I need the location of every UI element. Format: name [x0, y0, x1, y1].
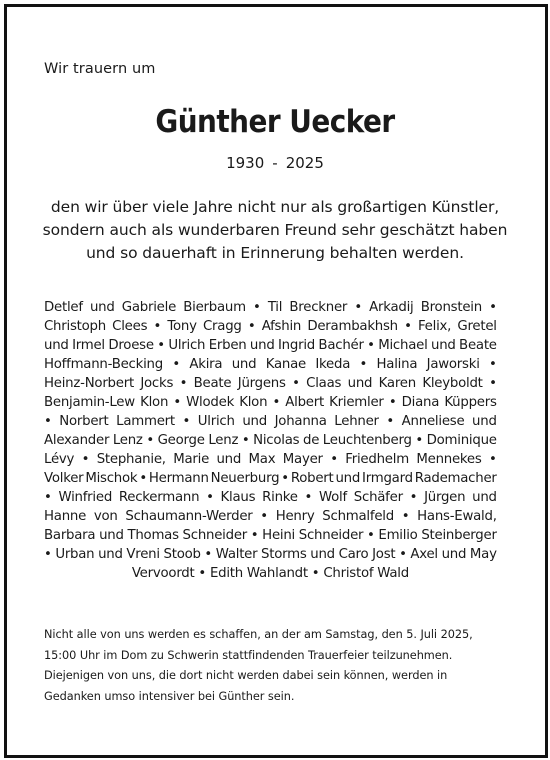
mourner-word: Bachér: [318, 337, 364, 353]
bullet-separator: •: [489, 375, 497, 391]
mourner-word: Storms: [261, 546, 307, 562]
intro-text: Wir trauern um: [44, 61, 156, 77]
bullet-separator: •: [388, 394, 397, 410]
mourner-word: Halina: [376, 356, 418, 372]
mourner-word: Marie: [173, 451, 210, 467]
mourner-word: Schmalfeld: [322, 508, 394, 524]
bullet-separator: •: [173, 394, 181, 410]
bullet-separator: •: [354, 299, 362, 315]
bullet-separator: •: [272, 394, 281, 410]
mourner-word: Barbara: [44, 527, 96, 543]
mourner-line: [44, 431, 497, 450]
mourner-line: [44, 450, 497, 469]
mourner-word: de: [302, 432, 320, 448]
mourner-word: und: [335, 470, 361, 486]
bullet-separator: •: [399, 546, 407, 562]
mourner-word: Nicolas: [253, 432, 300, 448]
mourner-word: Hanne: [44, 508, 87, 524]
mourner-word: Wald: [377, 565, 409, 581]
mourner-word: Irmgard: [362, 470, 413, 486]
mourner-word: Klon: [140, 394, 169, 410]
mourner-line: [44, 374, 497, 393]
mourner-line: [44, 469, 497, 488]
mourner-word: Volker: [44, 470, 84, 486]
mourner-word: Jaworski: [426, 356, 480, 372]
deceased-name: Günther Uecker: [155, 104, 395, 140]
bullet-separator: •: [44, 413, 52, 429]
closing-line: Diejenigen von uns, die dort nicht werden dabei sein können, werden in: [44, 669, 448, 682]
mourner-word: Mennekes: [416, 451, 482, 467]
mourner-word: Gabriele: [121, 299, 177, 315]
mourner-word: Robert: [290, 470, 334, 486]
mourner-word: Heini: [262, 527, 296, 543]
mourner-word: Afshin: [261, 318, 302, 334]
mourner-word: Edith: [209, 565, 244, 581]
mourner-word: Hoffmann-Becking: [44, 356, 163, 372]
bullet-separator: •: [489, 451, 497, 467]
mourner-word: Erben: [208, 337, 247, 353]
mourner-word: Gretel: [457, 318, 497, 334]
closing-line: Gedanken umso intensiver bei Günther sein.: [44, 689, 295, 703]
mourner-word: Schneider: [298, 527, 364, 543]
year-separator: -: [272, 154, 278, 172]
mourner-word: Alexander: [44, 432, 110, 448]
mourner-word: Lammert: [116, 413, 175, 429]
bullet-separator: •: [44, 489, 52, 505]
mourner-word: Dominique: [426, 432, 497, 448]
mourner-word: und: [231, 356, 257, 372]
mourner-word: Beate: [459, 337, 497, 353]
life-dates: [0, 154, 550, 172]
mourner-word: Urban: [55, 546, 95, 562]
mourner-list: [44, 298, 497, 583]
closing-line: 15:00 Uhr im Dom zu Schwerin stattfindenden Trauerfeier teilzunehmen.: [44, 648, 453, 662]
mourner-word: Derambakhsh: [307, 318, 398, 334]
mourner-word: Walter: [215, 546, 258, 562]
mourner-word: Axel: [410, 546, 438, 562]
mourner-word: Lehner: [334, 413, 379, 429]
mourner-word: Lévy: [44, 451, 75, 467]
mourner-word: Max: [248, 451, 276, 467]
mourner-word: Jost: [372, 546, 396, 562]
mourner-word: Claas: [306, 375, 342, 391]
mourner-word: und: [472, 489, 497, 505]
bullet-separator: •: [330, 451, 338, 467]
mourner-word: Henry: [275, 508, 315, 524]
mourner-word: Bierbaum: [183, 299, 246, 315]
mourner-word: Ingrid: [277, 337, 315, 353]
mourner-line: [44, 412, 497, 431]
mourner-word: Caro: [338, 546, 369, 562]
bullet-separator: •: [489, 299, 497, 315]
mourner-word: und: [99, 527, 124, 543]
mourner-word: Beate: [193, 375, 232, 391]
bullet-separator: •: [81, 451, 90, 467]
mourner-line: [44, 488, 497, 507]
mourner-word: Albert: [285, 394, 324, 410]
mourner-word: Benjamin-Lew: [44, 394, 135, 410]
mourner-word: Mayer: [282, 451, 323, 467]
bullet-separator: •: [250, 527, 259, 543]
mourner-word: Leuchtenberg: [322, 432, 412, 448]
mourner-word: Friedhelm: [345, 451, 409, 467]
bullet-separator: •: [44, 546, 52, 562]
mourner-word: Schäfer: [353, 489, 403, 505]
mourner-word: Karen: [378, 375, 416, 391]
mourner-word: und: [249, 337, 275, 353]
mourner-word: Michael: [378, 337, 428, 353]
bullet-separator: •: [247, 318, 256, 334]
mourner-word: Reckermann: [118, 489, 200, 505]
mourner-word: George: [157, 432, 205, 448]
mourner-word: Akira: [189, 356, 223, 372]
year-born: 1930: [226, 154, 265, 172]
mourner-word: Hans-Ewald,: [417, 508, 497, 524]
tribute-text: [30, 196, 520, 265]
mourner-word: Anneliese: [401, 413, 465, 429]
mourner-word: Kriemler: [329, 394, 384, 410]
bullet-separator: •: [415, 432, 423, 448]
mourner-word: Rinke: [262, 489, 298, 505]
year-died: 2025: [285, 154, 324, 172]
mourner-word: und: [242, 413, 267, 429]
bullet-separator: •: [311, 565, 320, 581]
mourner-word: Irmel: [72, 337, 105, 353]
mourner-word: Johanna: [274, 413, 327, 429]
bullet-separator: •: [241, 432, 250, 448]
mourner-word: Wolf: [318, 489, 347, 505]
mourner-word: von: [93, 508, 118, 524]
mourner-line: [44, 298, 497, 317]
mourner-word: Lenz: [208, 432, 239, 448]
mourner-word: Emilio: [378, 527, 418, 543]
mourner-word: Klon: [239, 394, 268, 410]
mourner-word: und: [430, 337, 456, 353]
mourner-word: und: [347, 375, 373, 391]
bullet-separator: •: [206, 489, 214, 505]
mourner-word: Steinberger: [421, 527, 497, 543]
mourner-word: Detlef: [44, 299, 83, 315]
mourner-word: Vervoordt: [131, 565, 195, 581]
bullet-separator: •: [409, 489, 418, 505]
mourner-word: Schaumann-Werder: [125, 508, 253, 524]
mourner-word: Küppers: [444, 394, 497, 410]
mourner-word: Hermann: [148, 470, 209, 486]
closing-text: [44, 625, 473, 707]
mourner-line: [44, 564, 497, 583]
mourner-word: Breckner: [289, 299, 348, 315]
mourner-word: Felix,: [417, 318, 452, 334]
mourner-line: [44, 317, 497, 336]
mourner-line: [44, 355, 497, 374]
mourner-word: Schneider: [182, 527, 248, 543]
mourner-word: Mischok: [85, 470, 138, 486]
mourner-word: Diana: [401, 394, 440, 410]
mourner-word: Stoob: [163, 546, 201, 562]
mourner-line: [44, 526, 497, 545]
mourner-word: Tony: [167, 318, 197, 334]
mourner-word: und: [472, 413, 497, 429]
mourner-word: Arkadij: [369, 299, 414, 315]
mourner-word: Wlodek: [186, 394, 235, 410]
mourner-word: Winfried: [58, 489, 113, 505]
tribute-line: den wir über viele Jahre nicht nur als großartigen Künstler,: [50, 198, 500, 216]
mourner-word: Thomas: [127, 527, 179, 543]
mourner-word: Christoph: [44, 318, 106, 334]
mourner-word: Jürgen: [424, 489, 466, 505]
bullet-separator: •: [489, 356, 497, 372]
bullet-separator: •: [198, 565, 207, 581]
mourner-line: [44, 507, 497, 526]
mourner-word: Klaus: [220, 489, 256, 505]
mourner-word: Jocks: [140, 375, 174, 391]
mourner-word: Clees: [112, 318, 148, 334]
bullet-separator: •: [172, 356, 180, 372]
mourner-word: und: [216, 451, 242, 467]
bullet-separator: •: [404, 318, 412, 334]
mourner-word: und: [441, 546, 467, 562]
mourner-word: Rademacher: [414, 470, 497, 486]
mourner-word: Jürgens: [237, 375, 286, 391]
mourner-word: und: [310, 546, 335, 562]
bullet-separator: •: [179, 375, 188, 391]
bullet-separator: •: [401, 508, 410, 524]
mourner-word: Wahlandt: [246, 565, 308, 581]
bullet-separator: •: [139, 470, 147, 486]
tribute-line: und so dauerhaft in Erinnerung behalten werden.: [86, 244, 464, 262]
mourner-word: und: [89, 299, 115, 315]
mourner-word: Til: [267, 299, 283, 315]
mourner-word: May: [469, 546, 497, 562]
mourner-word: und: [98, 546, 123, 562]
bullet-separator: •: [386, 413, 395, 429]
mourner-word: Heinz-Norbert: [44, 375, 134, 391]
mourner-word: Ulrich: [168, 337, 206, 353]
mourner-word: Stephanie,: [96, 451, 166, 467]
bullet-separator: •: [182, 413, 191, 429]
mourner-line: [44, 393, 497, 412]
bullet-separator: •: [204, 546, 213, 562]
bullet-separator: •: [260, 508, 268, 524]
bullet-separator: •: [359, 356, 368, 372]
bullet-separator: •: [304, 489, 313, 505]
bullet-separator: •: [281, 470, 289, 486]
bullet-separator: •: [153, 318, 162, 334]
mourner-word: Droese: [108, 337, 154, 353]
mourner-word: Ulrich: [197, 413, 235, 429]
bullet-separator: •: [367, 337, 375, 353]
mourner-line: [44, 336, 497, 355]
bullet-separator: •: [146, 432, 154, 448]
mourner-word: Lenz: [112, 432, 143, 448]
mourner-word: Bronstein: [420, 299, 482, 315]
mourner-word: Ikeda: [315, 356, 351, 372]
mourner-word: Cragg: [202, 318, 242, 334]
closing-line: Nicht alle von uns werden es schaffen, an der am Samstag, den 5. Juli 2025,: [44, 628, 473, 641]
bullet-separator: •: [157, 337, 165, 353]
bullet-separator: •: [367, 527, 375, 543]
mourner-word: Kanae: [265, 356, 306, 372]
mourner-word: Neuerburg: [210, 470, 280, 486]
bullet-separator: •: [253, 299, 261, 315]
mourner-word: Christof: [323, 565, 374, 581]
mourner-word: und: [44, 337, 69, 353]
mourner-word: Vreni: [126, 546, 160, 562]
tribute-line: sondern auch als wunderbaren Freund sehr geschätzt haben: [42, 221, 508, 239]
bullet-separator: •: [292, 375, 300, 391]
mourner-word: Kleyboldt: [422, 375, 483, 391]
mourner-line: [44, 545, 497, 564]
mourner-word: Norbert: [59, 413, 109, 429]
